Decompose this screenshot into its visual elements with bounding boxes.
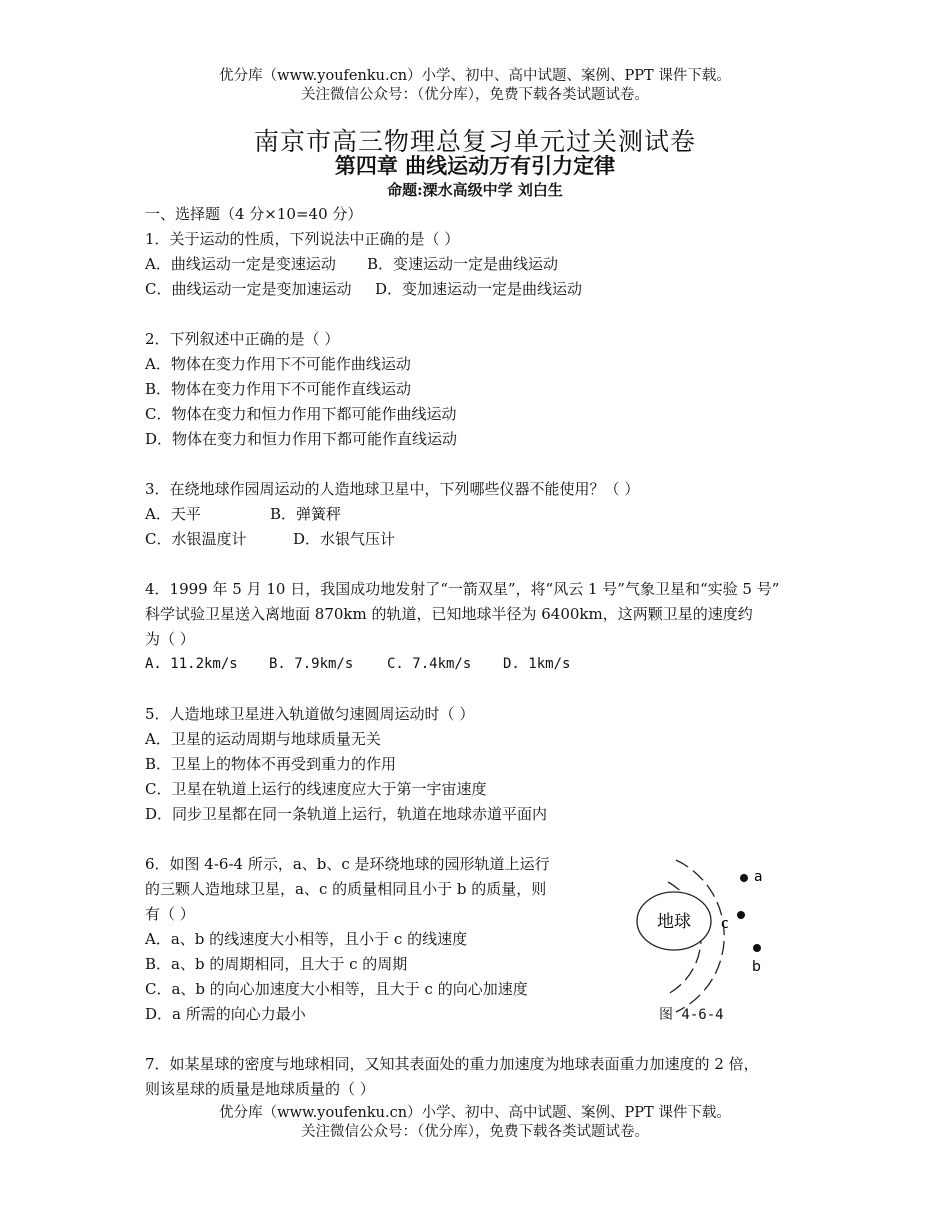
q2-option-c: C．物体在变力和恒力作用下都可能作曲线运动 bbox=[145, 405, 457, 423]
q2-option-d: D．物体在变力和恒力作用下都可能作直线运动 bbox=[145, 430, 458, 448]
chapter-title: 第四章 曲线运动万有引力定律 bbox=[334, 154, 616, 178]
satellite-c-dot bbox=[737, 911, 745, 919]
q6-option-d: D．a 所需的向心力最小 bbox=[145, 1005, 306, 1023]
q1-option-row bbox=[145, 252, 845, 277]
q4-option-a: A. 11.2km/s bbox=[145, 656, 238, 672]
q3-option-b: B．弹簧秤 bbox=[270, 505, 342, 523]
figure-caption: 图 4-6-4 bbox=[659, 1007, 724, 1023]
author-line: 命题:溧水高级中学 刘白生 bbox=[387, 181, 563, 199]
q6-option-a: A．a、b 的线速度大小相等，且小于 c 的线速度 bbox=[145, 930, 468, 948]
q6-stem-line: 有（ ） bbox=[145, 905, 195, 923]
q6-option-c: C．a、b 的向心加速度大小相等，且大于 c 的向心加速度 bbox=[145, 980, 528, 998]
exam-title: 南京市高三物理总复习单元过关测试卷 bbox=[253, 127, 696, 156]
q1-option-c: C．曲线运动一定是变加速运动 bbox=[145, 280, 352, 298]
q2-stem: 2．下列叙述中正确的是（ ） bbox=[145, 330, 340, 348]
q3-option-row bbox=[145, 502, 845, 527]
footer-line-1: 优分库（www.youfenku.cn）小学、初中、高中试题、案例、PPT 课件下载。 bbox=[219, 1105, 731, 1121]
q6-stem-line: 6．如图 4-6-4 所示，a、b、c 是环绕地球的园形轨道上运行 bbox=[145, 855, 550, 873]
q4-option-c: C. 7.4km/s bbox=[387, 656, 472, 672]
q5-option-b: B．卫星上的物体不再受到重力的作用 bbox=[145, 755, 397, 773]
q1-option-b: B．变速运动一定是曲线运动 bbox=[367, 255, 559, 273]
q2-option-b: B．物体在变力作用下不可能作直线运动 bbox=[145, 380, 412, 398]
q3-stem: 3．在绕地球作园周运动的人造地球卫星中，下列哪些仪器不能使用？（ ） bbox=[145, 480, 640, 498]
satellite-b-dot bbox=[753, 944, 761, 952]
q3-option-a: A．天平 bbox=[145, 505, 201, 523]
q3-option-row bbox=[145, 527, 845, 552]
satellite-a-dot bbox=[740, 874, 748, 882]
orbit-diagram bbox=[628, 848, 778, 1028]
section-heading: 一、选择题（4 分×10=40 分） bbox=[145, 205, 363, 223]
satellite-a-label: a bbox=[754, 869, 763, 885]
header-line-2: 关注微信公众号：（优分库），免费下载各类试题试卷。 bbox=[301, 87, 649, 103]
q1-stem: 1．关于运动的性质，下列说法中正确的是（ ） bbox=[145, 230, 460, 248]
satellite-c-label: c bbox=[721, 916, 729, 932]
q7-stem-line: 7．如某星球的密度与地球相同，又知其表面处的重力加速度为地球表面重力加速度的 2 倍， bbox=[145, 1055, 759, 1073]
q1-option-a: A．曲线运动一定是变速运动 bbox=[145, 255, 336, 273]
page-footer bbox=[0, 1104, 950, 1142]
q1-option-row bbox=[145, 277, 845, 302]
q4-options bbox=[145, 652, 845, 677]
q2-option-a: A．物体在变力作用下不可能作曲线运动 bbox=[145, 355, 411, 373]
q6-option-b: B．a、b 的周期相同，且大于 c 的周期 bbox=[145, 955, 408, 973]
q1-option-d: D．变加速运动一定是曲线运动 bbox=[375, 280, 583, 298]
earth-label: 地球 bbox=[657, 912, 691, 932]
satellite-b-label: b bbox=[752, 959, 761, 975]
q5-option-d: D．同步卫星都在同一条轨道上运行，轨道在地球赤道平面内 bbox=[145, 805, 548, 823]
q4-stem-line: 4．1999 年 5 月 10 日，我国成功地发射了“一箭双星”，将“风云 1 号”气象卫星和“实验 5 号” bbox=[145, 580, 780, 598]
q7-stem-line: 则该星球的质量是地球质量的（ ） bbox=[145, 1080, 375, 1098]
q3-option-c: C．水银温度计 bbox=[145, 530, 247, 548]
q4-stem-line: 为（ ） bbox=[145, 630, 195, 648]
header-line-1: 优分库（www.youfenku.cn）小学、初中、高中试题、案例、PPT 课件下载。 bbox=[219, 68, 731, 84]
q4-stem-line: 科学试验卫星送入离地面 870km 的轨道，已知地球半径为 6400km，这两颗卫星的速度约 bbox=[145, 605, 753, 623]
q5-option-a: A．卫星的运动周期与地球质量无关 bbox=[145, 730, 381, 748]
q3-option-d: D．水银气压计 bbox=[293, 530, 396, 548]
footer-line-2: 关注微信公众号：（优分库），免费下载各类试题试卷。 bbox=[301, 1124, 649, 1140]
q5-stem: 5．人造地球卫星进入轨道做匀速圆周运动时（ ） bbox=[145, 705, 475, 723]
page-header bbox=[0, 67, 950, 105]
q4-option-d: D. 1km/s bbox=[503, 656, 571, 672]
q5-option-c: C．卫星在轨道上运行的线速度应大于第一宇宙速度 bbox=[145, 780, 487, 798]
q6-stem-line: 的三颗人造地球卫星，a、c 的质量相同且小于 b 的质量，则 bbox=[145, 880, 547, 898]
q4-option-b: B. 7.9km/s bbox=[269, 656, 354, 672]
